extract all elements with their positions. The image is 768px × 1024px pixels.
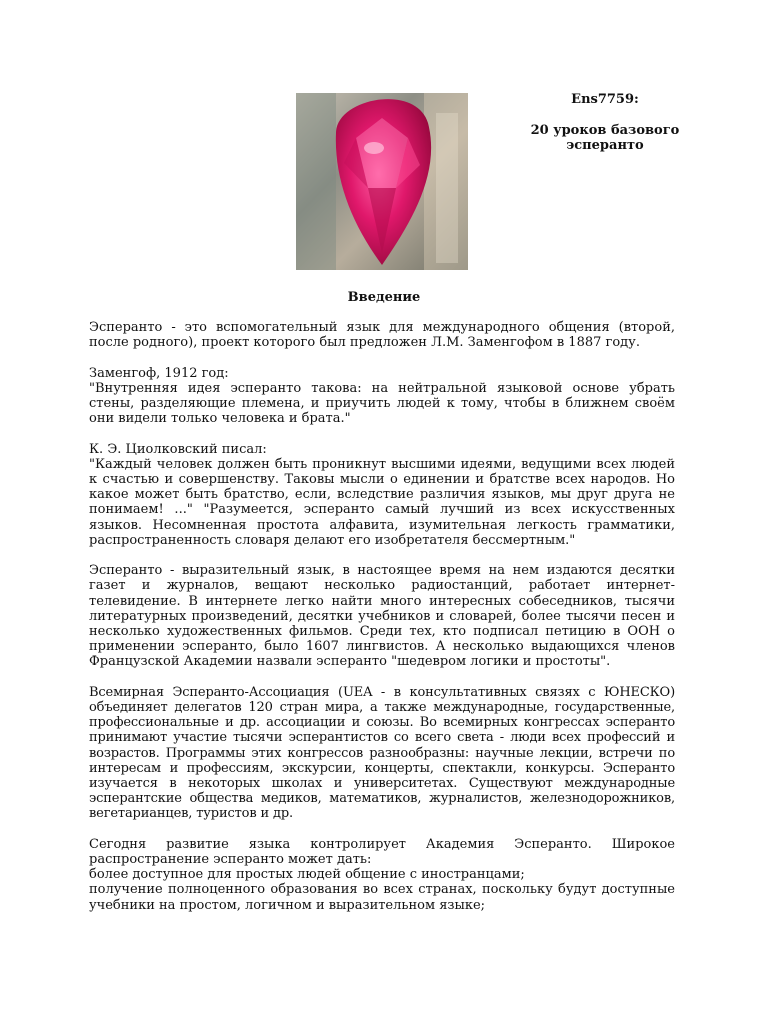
academy-item: более доступное для простых людей общение с иностранцами; [89,867,525,883]
tsiolkovsky-attribution: К. Э. Циолковский писал: [89,441,267,457]
academy-block [89,837,675,913]
document-header [505,92,705,153]
expressive-language-paragraph: Эсперанто - выразительный язык, в настоящее время на нем издаются десятки газет и журналов, вещают несколько радиостанций, работает интернет-телевидение. В интернете легко найти много интересных собеседников, тысячи литературных произведений, десятки учебников и словарей, более тысячи песен и несколько художественных фильмов. Среди тех, кто подписал петицию в ООН о применении эсперанто, было 1607 лингвистов. А несколько выдающихся членов Французской Академии назвали эсперанто "шедевром логики и простоты". [89,563,675,670]
pink-gemstone-icon [296,93,468,270]
zamenhof-quote: "Внутренняя идея эсперанто такова: на нейтральной языковой основе убрать стены, разделяющие племена, и приучить людей к тому, чтобы в ближнем своём они видели только человека и брата." [89,380,675,427]
gemstone-photo [296,93,468,270]
academy-item: получение полноценного образования во всех странах, поскольку будут доступные учебники на простом, логичном и выразительном языке; [89,882,675,913]
document-body [89,320,675,928]
zamenhof-attribution: Заменгоф, 1912 год: [89,365,229,381]
zamenhof-quote-block [89,366,675,427]
section-title: Введение [347,290,421,305]
document-title: 20 уроков базового эсперанто [530,123,680,153]
uea-paragraph: Всемирная Эсперанто-Ассоциация (UEA - в консультативных связях с ЮНЕСКО) объединяет делегатов 120 стран мира, а также международные, государственные, профессиональные и др. ассоциации и союзы. Во всемирных конгрессах эсперанто принимают участие тысячи эсперантистов со всего света - люди всех профессий и возрастов. Программы этих конгрессов разнообразны: научные лекции, встречи по интересам и профессиям, экскурсии, концерты, спектакли, конкурсы. Эсперанто изучается в некоторых школах и университетах. Существуют международные эсперантские общества медиков, математиков, журналистов, железнодорожников, вегетарианцев, туристов и др. [89,684,675,822]
series-code: Ens7759: [571,92,639,107]
tsiolkovsky-quote-block [89,442,675,548]
academy-lead: Сегодня развитие языка контролирует Академия Эсперанто. Широкое распространение эсперанто может дать: [89,836,675,868]
intro-paragraph: Эсперанто - это вспомогательный язык для международного общения (второй, после родного), проект которого был предложен Л.М. Заменгофом в 1887 году. [89,320,675,351]
tsiolkovsky-quote: "Каждый человек должен быть проникнут высшими идеями, ведущими всех людей к счастью и совершенству. Таковы мысли о единении и братстве всех народов. Но какое может быть братство, если, вследствие различия языков, мы друг друга не понимаем! ..." "Разумеется, эсперанто самый лучший из всех искусственных языков. Несомненная простота алфавита, изумительная легкость грамматики, распространенность словаря делают его изобретателя бессмертным." [89,456,675,548]
